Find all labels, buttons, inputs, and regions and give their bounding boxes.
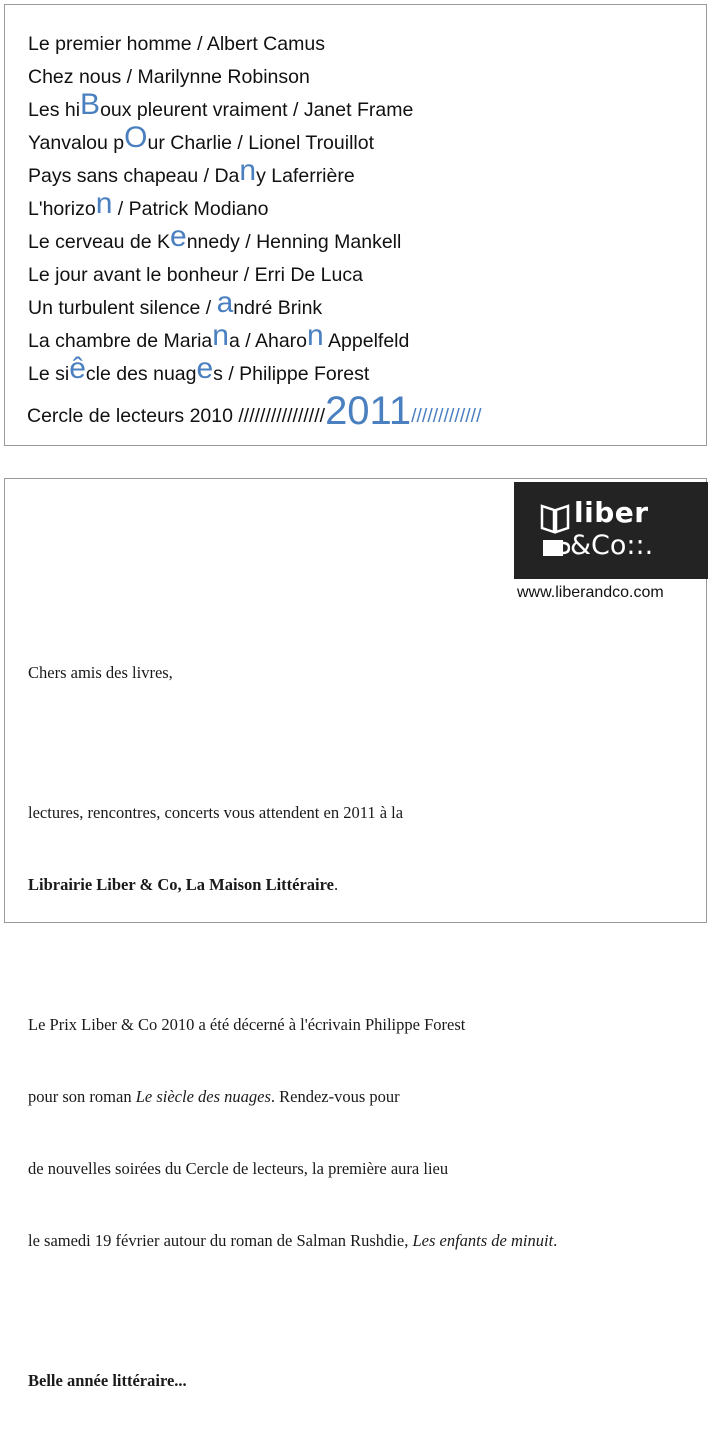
book-line xyxy=(28,187,413,226)
para1-line2: Librairie Liber & Co, La Maison Littéraire. xyxy=(28,875,339,894)
rushdie-title: Les enfants de minuit xyxy=(412,1231,554,1250)
para2-line3: de nouvelles soirées du Cercle de lecteurs, la première aura lieu xyxy=(28,1159,449,1178)
highlight-letter: n xyxy=(95,187,113,220)
book-text: Yanvalou p xyxy=(28,132,125,154)
book-cup-logo-icon xyxy=(540,502,570,560)
book-text: ur Charlie / Lionel Trouillot xyxy=(147,132,375,154)
book-list xyxy=(28,28,413,391)
book-text: ndré Brink xyxy=(233,297,323,319)
highlight-letter: n xyxy=(239,154,257,187)
book-text: nnedy / Henning Mankell xyxy=(186,231,402,253)
closing: Belle année littéraire... xyxy=(28,1371,187,1390)
book-line xyxy=(28,88,414,127)
year-label: 2011 xyxy=(325,389,412,433)
book-text: Le si xyxy=(28,363,70,385)
book-text: L'horizo xyxy=(28,198,96,220)
liber-logo xyxy=(514,482,708,579)
para2-line2: pour son roman Le siècle des nuages. Rendez-vous pour xyxy=(28,1087,400,1106)
highlight-letter: n xyxy=(307,319,324,352)
book-text: a / Aharo xyxy=(228,330,308,352)
highlight-letter: ê xyxy=(69,352,86,385)
book-text: La chambre de Maria xyxy=(28,330,213,352)
top-card xyxy=(4,4,707,446)
book-text: Le premier homme / Albert Camus xyxy=(28,33,325,55)
book-line xyxy=(28,352,413,391)
slashes-left: //////////////// xyxy=(238,405,326,427)
highlight-letter: e xyxy=(170,220,187,253)
bookshop-name: Librairie Liber & Co, La Maison Littéraire xyxy=(28,875,334,894)
logo-word-liber: liber xyxy=(574,496,649,529)
book-text: Un turbulent silence / xyxy=(28,297,217,319)
highlight-letter: B xyxy=(80,88,101,121)
highlight-letter: O xyxy=(124,121,148,154)
book-text: Appelfeld xyxy=(323,330,410,352)
bottom-card xyxy=(4,478,707,1390)
highlight-letter: e xyxy=(196,352,214,385)
book-text: / Patrick Modiano xyxy=(112,198,269,220)
book-text: y Laferrière xyxy=(256,165,355,187)
website-link[interactable]: www.liberandco.com xyxy=(517,584,664,601)
book-line xyxy=(28,220,413,259)
novel-title: Le siècle des nuages xyxy=(135,1087,271,1106)
para2-line1: Le Prix Liber & Co 2010 a été décerné à l'écrivain Philippe Forest xyxy=(28,1015,466,1034)
book-text: oux pleurent vraiment / Janet Frame xyxy=(100,99,414,121)
book-line xyxy=(28,154,413,193)
slashes-right: ///////////// xyxy=(411,405,482,427)
para1-line1: lectures, rencontres, concerts vous attendent en 2011 à la xyxy=(28,803,404,822)
book-line xyxy=(28,121,413,160)
highlight-letter: n xyxy=(212,319,229,352)
greeting: Chers amis des livres, xyxy=(28,663,173,682)
book-text: Le cerveau de K xyxy=(28,231,171,253)
book-text: Les hi xyxy=(28,99,81,121)
book-text: cle des nuag xyxy=(85,363,197,385)
letter-body xyxy=(28,613,557,1441)
logo-word-co: &Co::. xyxy=(570,530,654,561)
book-text: Pays sans chapeau / Da xyxy=(28,165,240,187)
cercle-label: Cercle de lecteurs 2010 xyxy=(27,405,239,427)
book-text: Le jour avant le bonheur / Erri De Luca xyxy=(28,264,363,286)
para2-line4: le samedi 19 février autour du roman de Salman Rushdie, Les enfants de minuit. xyxy=(28,1231,558,1250)
cercle-footer xyxy=(27,389,482,436)
book-line xyxy=(28,28,413,61)
highlight-letter: a xyxy=(216,286,234,319)
book-text: s / Philippe Forest xyxy=(213,363,370,385)
book-text: Chez nous / Marilynne Robinson xyxy=(28,66,310,88)
